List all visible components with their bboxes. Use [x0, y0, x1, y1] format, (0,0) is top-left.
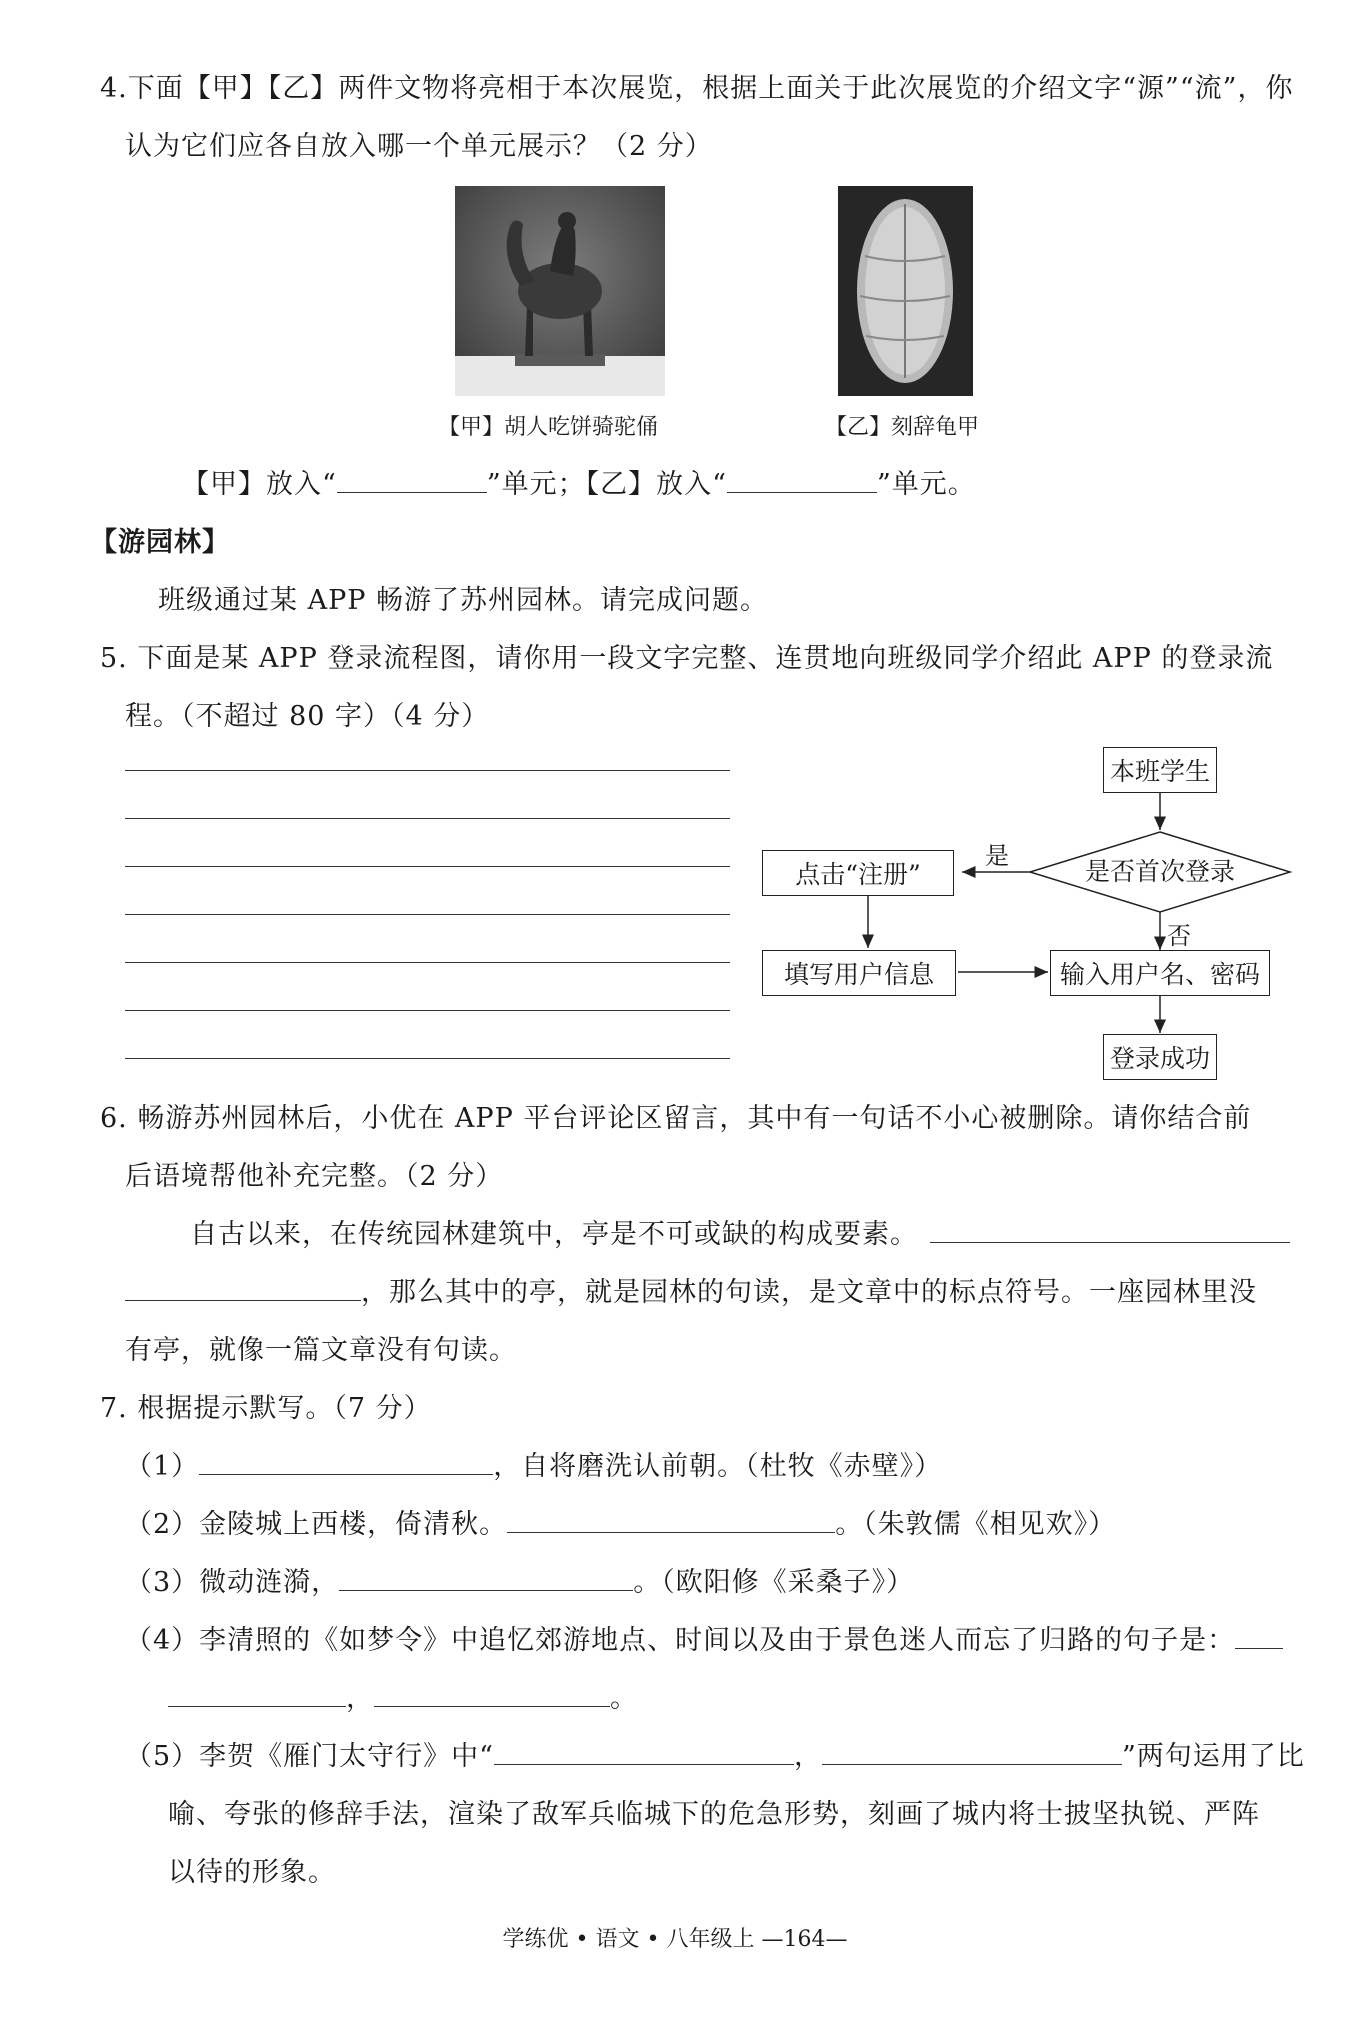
q7-item5-blank-a[interactable]: [494, 1763, 794, 1765]
q7-item4-blank-a[interactable]: [168, 1705, 346, 1707]
q6-passage-line2: [125, 1270, 1257, 1309]
q7-item3-blank[interactable]: [339, 1589, 633, 1591]
q6-blank-part1[interactable]: [930, 1241, 1290, 1243]
q7-item2-blank[interactable]: [507, 1531, 835, 1533]
caption-a: 【甲】胡人吃饼骑驼俑: [438, 415, 659, 440]
q6-line2: 后语境帮他补充完整。（2 分）: [125, 1161, 504, 1192]
q6-passage-line3: 有亭，就像一篇文章没有句读。: [125, 1335, 517, 1366]
q7-item4-text: （4）李清照的《如梦令》中追忆郊游地点、时间以及由于景色迷人而忘了归路的句子是：: [125, 1625, 1236, 1656]
q7-item4-line2: [168, 1676, 638, 1715]
q4-answer-line: [182, 462, 976, 501]
q7-item2-prefix: （2）金陵城上西楼，倚清秋。: [125, 1509, 508, 1540]
camel-figurine-photo: [455, 186, 665, 396]
q7-item4-comma: ，: [346, 1683, 374, 1714]
writing-line[interactable]: [125, 818, 730, 819]
tortoise-shell-icon: [838, 186, 973, 396]
q7-item2: [125, 1502, 1116, 1541]
q7-item4-blank-b[interactable]: [374, 1705, 610, 1707]
oracle-tortoise-shell-photo: [838, 186, 973, 396]
caption-b: 【乙】刻辞龟甲: [825, 415, 980, 440]
q6-line1: 6. 畅游苏州园林后，小优在 APP 平台评论区留言，其中有一句话不小心被删除。请你结合前: [100, 1103, 1252, 1134]
login-flowchart-lines: [750, 740, 1310, 1090]
q7-item2-suffix: 。（朱敦儒《相见欢》）: [835, 1509, 1117, 1540]
section-title: 【游园林】: [90, 527, 230, 558]
q6-text1: 自古以来，在传统园林建筑中，亭是不可或缺的构成要素。: [190, 1219, 918, 1250]
writing-line[interactable]: [125, 962, 730, 963]
writing-line[interactable]: [125, 866, 730, 867]
q4-line2: 认为它们应各自放入哪一个单元展示？（2 分）: [125, 131, 713, 162]
flow-no-label: 否: [1167, 922, 1191, 950]
writing-line[interactable]: [125, 1058, 730, 1059]
writing-line[interactable]: [125, 1010, 730, 1011]
q7-item5-comma: ，: [793, 1741, 822, 1772]
flow-yes-label: 是: [985, 842, 1009, 870]
q7-item1-blank[interactable]: [199, 1473, 493, 1475]
q7-item5-prefix: （5）李贺《雁门太守行》中“: [125, 1741, 494, 1772]
q7-item1-suffix: ，自将磨洗认前朝。（杜牧《赤壁》）: [493, 1451, 943, 1482]
q7-item4-line1: [125, 1618, 1283, 1657]
q4-line1: 4.下面【甲】【乙】两件文物将亮相于本次展览，根据上面关于此次展览的介绍文字“源”“流”，你: [100, 73, 1294, 104]
q7-item3-suffix: 。（欧阳修《采桑子》）: [633, 1567, 915, 1598]
q7-item1: [125, 1444, 942, 1483]
answer-b-suffix: ”单元。: [876, 469, 976, 500]
q7-item3-prefix: （3）微动涟漪，: [125, 1567, 340, 1598]
q5-line2: 程。（不超过 80 字）（4 分）: [125, 701, 490, 732]
section-intro: 班级通过某 APP 畅游了苏州园林。请完成问题。: [158, 585, 768, 616]
q7-item5-line1: [125, 1734, 1305, 1773]
flow-decision-label: 是否首次登录: [1084, 857, 1235, 886]
flow-success-box: 登录成功: [1103, 1034, 1217, 1080]
q7-item5-suffix: ”两句运用了比: [1121, 1741, 1305, 1772]
page-footer: 学练优 • 语文 • 八年级上 —164—: [502, 1927, 848, 1952]
camel-figurine-icon: [455, 186, 665, 396]
q7-item5-blank-b[interactable]: [822, 1763, 1122, 1765]
q5-line1: 5. 下面是某 APP 登录流程图，请你用一段文字完整、连贯地向班级同学介绍此 APP 的登录流: [100, 643, 1274, 674]
q6-passage-line1: [190, 1212, 1290, 1251]
answer-b-blank[interactable]: [727, 491, 877, 493]
answer-a-prefix: 【甲】放入“: [182, 469, 337, 500]
flow-start-box: 本班学生: [1103, 747, 1217, 793]
q7-item4-blank-start[interactable]: [1235, 1647, 1283, 1649]
q7-item1-prefix: （1）: [125, 1451, 200, 1482]
q7-item4-end: 。: [610, 1683, 638, 1714]
q7-item3: [125, 1560, 914, 1599]
q6-text2: ，那么其中的亭，就是园林的句读，是文章中的标点符号。一座园林里没: [361, 1277, 1257, 1308]
q7-item5-line3: 以待的形象。: [168, 1857, 336, 1888]
writing-line[interactable]: [125, 914, 730, 915]
q7-title: 7. 根据提示默写。（7 分）: [100, 1393, 432, 1424]
answer-b-prefix: 【乙】放入“: [585, 469, 727, 500]
answer-a-blank[interactable]: [337, 491, 487, 493]
flow-register-box: 点击“注册”: [762, 850, 954, 896]
writing-line[interactable]: [125, 770, 730, 771]
q7-item5-line2: 喻、夸张的修辞手法，渲染了敌军兵临城下的危急形势，刻画了城内将士披坚执锐、严阵: [168, 1799, 1260, 1830]
flow-input-credentials-box: 输入用户名、密码: [1050, 950, 1270, 996]
answer-a-suffix: ”单元；: [486, 469, 586, 500]
flow-fill-info-box: 填写用户信息: [762, 950, 956, 996]
q6-blank-part2[interactable]: [125, 1299, 361, 1301]
